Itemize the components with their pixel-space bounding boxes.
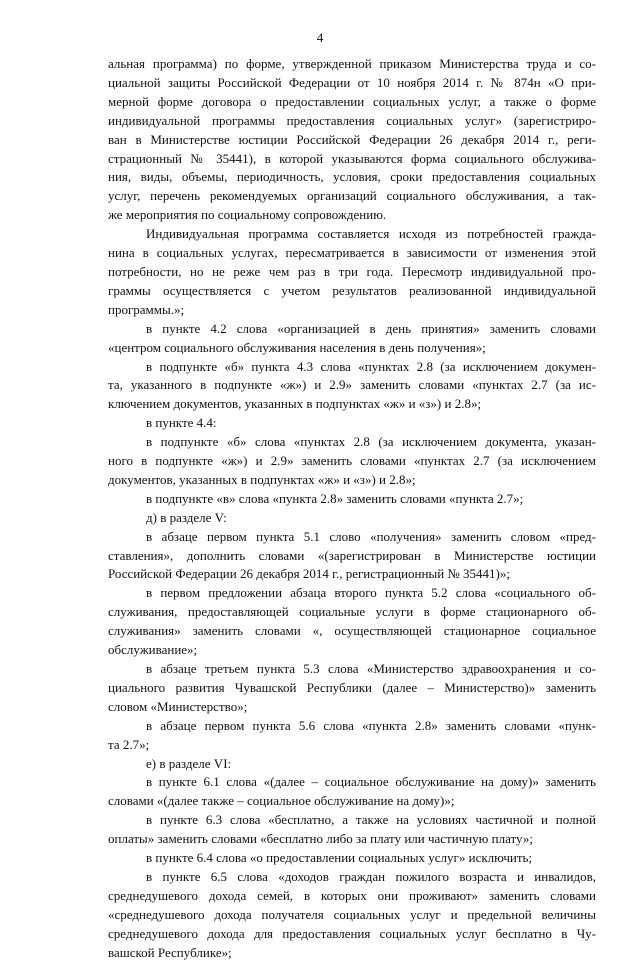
- text-line: ния, виды, объемы, периодичность, условия, сроки предоставления социальных: [108, 169, 596, 185]
- paragraph: [108, 773, 596, 811]
- text-line: ван в Министерстве юстиции Российской Федерации 26 декабря 2014 г., реги-: [108, 131, 596, 147]
- paragraph: [108, 433, 596, 490]
- paragraph: [108, 868, 596, 963]
- text-line: услуг, перечень рекомендуемых организаций социального обслуживания, а так-: [108, 188, 596, 204]
- text-line: в абзаце первом пункта 5.6 слова «пункта 2.8» заменить словами «пунк-: [146, 717, 596, 733]
- document-body: [108, 55, 596, 963]
- text-line: в пункте 6.3 слова «бесплатно, а также на условиях частичной и полной: [146, 812, 596, 828]
- text-line: словом «Министерство»;: [108, 698, 248, 714]
- paragraph: [108, 55, 596, 225]
- paragraph: [108, 414, 596, 433]
- text-line: в подпункте «в» слова «пункта 2.8» заменить словами «пункта 2.7»;: [146, 490, 524, 506]
- text-line: ключением документов, указанных в подпунктах «ж» и «з») и 2.8»;: [108, 396, 482, 412]
- text-line: циальной защиты Российской Федерации от 10 ноября 2014 г. № 874н «О при-: [108, 74, 596, 90]
- text-line: д) в разделе V:: [146, 509, 227, 525]
- text-line: Российской Федерации 26 декабря 2014 г., регистрационный № 35441)»;: [108, 566, 510, 582]
- paragraph: [108, 320, 596, 358]
- text-line: Индивидуальная программа составляется исходя из потребностей гражда-: [146, 226, 596, 242]
- text-line: в подпункте «б» пункта 4.3 слова «пунктах 2.8 (за исключением докумен-: [146, 358, 596, 374]
- text-line: в подпункте «б» слова «пунктах 2.8 (за исключением документа, указан-: [146, 434, 596, 450]
- paragraph: [108, 755, 596, 774]
- text-line: в первом предложении абзаца второго пункта 5.2 слова «социального об-: [146, 585, 596, 601]
- paragraph: [108, 358, 596, 415]
- text-line: в пункте 6.4 слова «о предоставлении социальных услуг» исключить;: [146, 850, 533, 866]
- text-line: в абзаце первом пункта 5.1 слово «получения» заменить словом «пред-: [146, 528, 596, 544]
- text-line: в пункте 4.2 слова «организацией в день принятия» заменить словами: [146, 320, 596, 336]
- text-line: е) в разделе VI:: [146, 755, 232, 771]
- text-line: документов, указанных в подпунктах «ж» и «з») и 2.8»;: [108, 471, 416, 487]
- text-line: словами «(далее также – социальное обслуживание на дому)»;: [108, 793, 455, 809]
- text-line: в абзаце третьем пункта 5.3 слова «Министерство здравоохранения и со-: [146, 661, 596, 676]
- text-line: ного в подпункте «ж») и 2.9» заменить словами «пунктах 2.7 (за исключением: [108, 453, 596, 469]
- text-line: индивидуальной программы предоставления социальных услуг» (зарегистриро-: [108, 112, 596, 128]
- paragraph: [108, 811, 596, 849]
- paragraph: [108, 717, 596, 755]
- paragraph: [108, 490, 596, 509]
- text-line: среднедушевого дохода семей, в которых они проживают» заменить словами: [108, 887, 596, 903]
- text-line: «центром социального обслуживания населения в день получения»;: [108, 339, 486, 355]
- text-line: служивания» заменить словами «, осуществляющей стационарное социальное: [108, 623, 596, 639]
- text-line: служивания, предоставляющей социальные услуги в форме стационарного об-: [108, 604, 596, 620]
- text-line: ставления», дополнить словами «(зарегистрирован в Министерстве юстиции: [108, 547, 596, 563]
- text-line: в пункте 6.1 слова «(далее – социальное обслуживание на дому)» заменить: [146, 774, 596, 790]
- paragraph: [108, 528, 596, 585]
- text-line: альная программа) по форме, утвержденной приказом Министерства труда и со-: [108, 56, 596, 71]
- text-line: обслуживание»;: [108, 642, 198, 658]
- text-line: страционный № 35441), в которой указываются форма социального обслужива-: [108, 150, 596, 166]
- paragraph: [108, 584, 596, 660]
- text-line: «среднедушевого дохода получателя социальных услуг и предельной величины: [108, 906, 596, 922]
- text-line: потребности, но не реже чем раз в три года. Пересмотр индивидуальной про-: [108, 263, 596, 279]
- paragraph: [108, 849, 596, 868]
- text-line: мерной форме договора о предоставлении социальных услуг, а также о форме: [108, 93, 596, 109]
- text-line: же мероприятия по социальному сопровождению.: [108, 207, 387, 223]
- text-line: вашской Республике»;: [108, 944, 232, 960]
- text-line: в пункте 4.4:: [146, 415, 217, 431]
- text-line: оплаты» заменить словами «бесплатно либо за плату или частичную плату»;: [108, 831, 533, 847]
- text-line: циального развития Чувашской Республики (далее – Министерство)» заменить: [108, 679, 596, 695]
- text-line: в пункте 6.5 слова «доходов граждан пожилого возраста и инвалидов,: [146, 868, 596, 884]
- text-line: та, указанного в подпункте «ж») и 2.9» заменить словами «пунктах 2.7 (за ис-: [108, 377, 596, 393]
- page-number: 4: [316, 30, 324, 45]
- text-line: граммы осуществляется с учетом результатов реализованной индивидуальной: [108, 282, 596, 298]
- text-line: та 2.7»;: [108, 736, 150, 752]
- text-line: среднедушевого дохода для предоставления социальных услуг бесплатно в Чу-: [108, 925, 596, 941]
- paragraph: [108, 509, 596, 528]
- paragraph: [108, 660, 596, 717]
- text-line: нина в социальных услугах, пересматривается в зависимости от изменения этой: [108, 245, 596, 261]
- text-line: программы.»;: [108, 301, 185, 317]
- paragraph: [108, 225, 596, 320]
